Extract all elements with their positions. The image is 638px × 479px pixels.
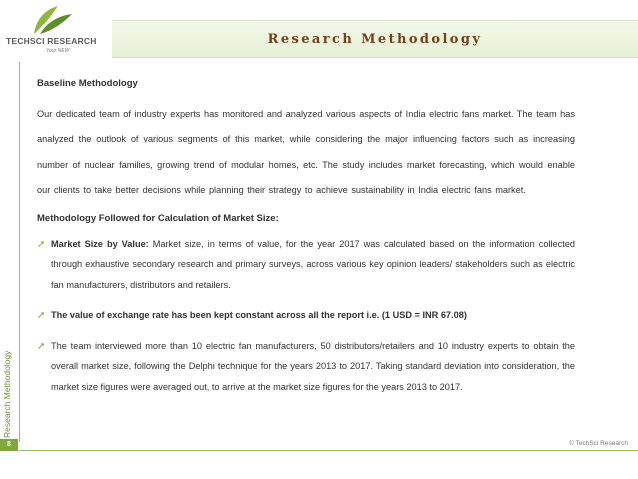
footer-divider: [19, 450, 638, 451]
left-divider: [19, 62, 20, 442]
company-logo: [0, 0, 108, 62]
methodology-heading: Methodology Followed for Calculation of Market Size:: [37, 212, 279, 224]
list-item: [37, 234, 575, 296]
leaf-logo-icon: [30, 4, 76, 36]
arrow-bullet-icon: ➚: [37, 238, 46, 250]
copyright-text: © TechSci Research: [569, 440, 628, 447]
arrow-bullet-icon: ➚: [37, 310, 46, 322]
arrow-bullet-icon: ➚: [37, 340, 46, 352]
bullet-bold-text: Market Size by Value:: [51, 238, 149, 249]
intro-paragraph: Our dedicated team of industry experts has monitored and analyzed various aspects of India electric fans market. The team has analyzed the outlook of various segments of this market, while considering the major influencing factors such as increasing number of nuclear families, growing trend of modular homes, etc. The study includes market forecasting, which would enable our clients to take better decisions while planning their strategy to achieve sustainability in India electric fans market.: [37, 109, 575, 196]
list-item: [37, 336, 575, 398]
main-content: [37, 78, 575, 397]
bullet-bold-text: The value of exchange rate has been kept constant across all the report i.e. (1 USD = INR 67.08): [51, 310, 467, 321]
vertical-section-label: Research Methodology: [2, 350, 12, 438]
title-bar: [112, 20, 638, 58]
logo-tagline: Your NEW: [46, 48, 70, 54]
section-heading: Baseline Methodology: [37, 78, 138, 89]
bullet-text: Market size, in terms of value, for the year 2017 was calculated based on the information collected through exhaustive secondary research and primary surveys, across various key opinion leaders/ stakeholders such as electric fan manufacturers, distributors and retailers.: [51, 238, 575, 290]
list-item: [37, 305, 575, 326]
page-number: 8: [0, 439, 18, 451]
logo-wordmark: TECHSCI RESEARCH: [6, 36, 97, 46]
bullet-text: The team interviewed more than 10 electric fan manufacturers, 50 distributors/retailers and 10 industry experts to obtain the overall market size, following the Delphi technique for the years 2013 to 2017. Taking standard deviation into consideration, the market size figures were averaged out, to arrive at the market size figures for the years 2013 to 2017.: [51, 340, 575, 392]
page-title: Research Methodology: [267, 31, 483, 47]
